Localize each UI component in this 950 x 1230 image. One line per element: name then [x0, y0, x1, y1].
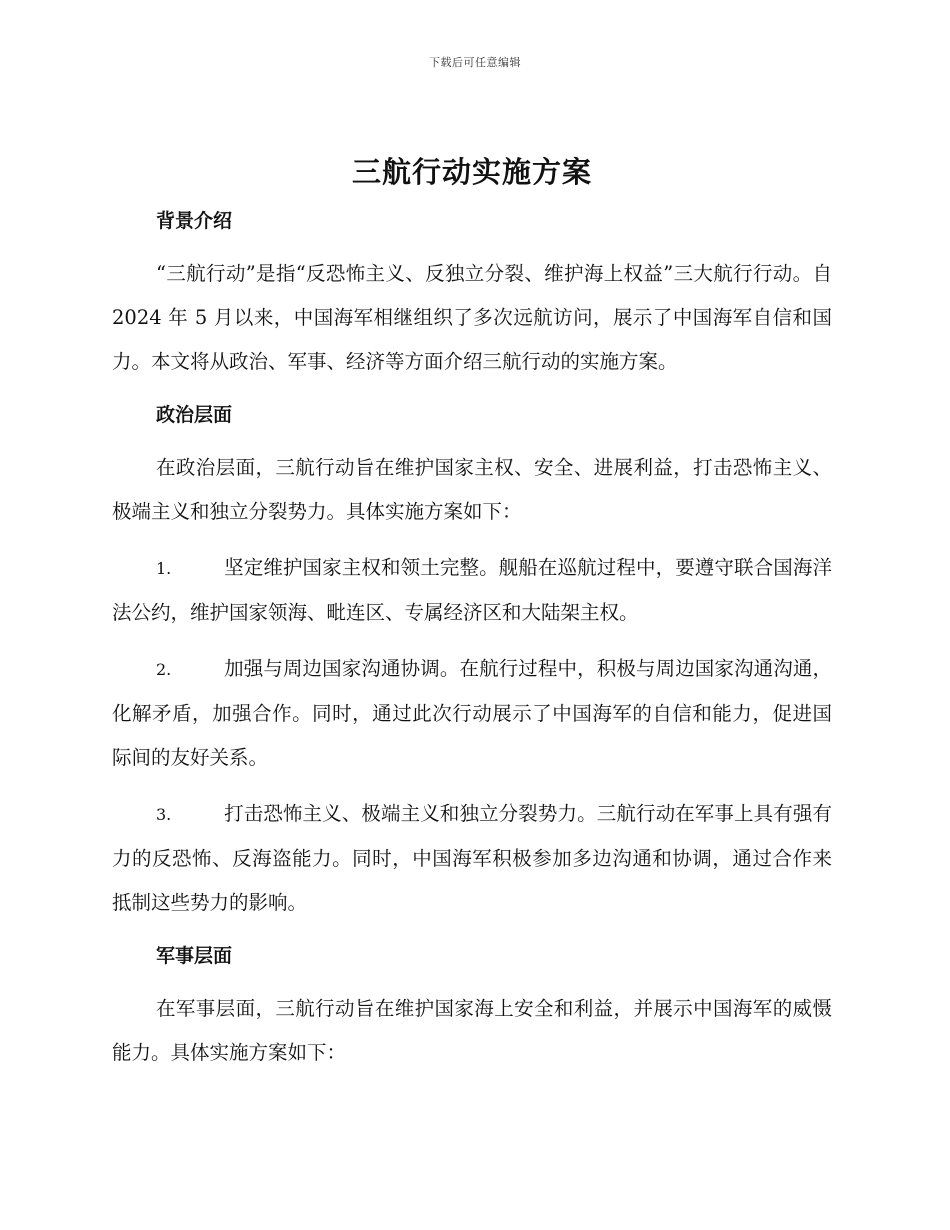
header-note: 下载后可任意编辑	[429, 56, 521, 69]
list-number: 3.	[156, 805, 172, 824]
section-heading: 军事层面	[156, 945, 233, 967]
section-heading: 政治层面	[156, 404, 233, 426]
section-heading: 背景介绍	[156, 210, 233, 232]
paragraph: “三航行动”是指“反恐怖主义、反独立分裂、维护海上权益”三大航行行动。自 2024 年 5 月以来，中国海军相继组织了多次远航访问，展示了中国海军自信和国力。本文将从政治、军事、经济等方面介绍三航行动的实施方案。	[112, 262, 832, 373]
list-item	[112, 647, 832, 780]
section-military	[112, 943, 832, 1075]
list-number: 1.	[156, 559, 172, 578]
section-background	[112, 208, 832, 384]
list-number: 2.	[156, 660, 172, 679]
document-body	[112, 150, 832, 1087]
paragraph: 在军事层面，三航行动旨在维护国家海上安全和利益，并展示中国海军的威慑能力。具体实施方案如下：	[112, 997, 832, 1064]
list-text: 坚定维护国家主权和领土完整。舰船在巡航过程中，要遵守联合国海洋法公约，维护国家领海、毗连区、专属经济区和大陆架主权。	[112, 556, 832, 624]
list-item	[112, 792, 832, 925]
list-text: 加强与周边国家沟通协调。在航行过程中，积极与周边国家沟通沟通，化解矛盾，加强合作。同时，通过此次行动展示了中国海军的自信和能力，促进国际间的友好关系。	[112, 657, 832, 769]
list-item	[112, 546, 832, 635]
paragraph: 在政治层面，三航行动旨在维护国家主权、安全、进展利益，打击恐怖主义、极端主义和独立分裂势力。具体实施方案如下：	[112, 456, 832, 523]
list-text: 打击恐怖主义、极端主义和独立分裂势力。三航行动在军事上具有强有力的反恐怖、反海盗能力。同时，中国海军积极参加多边沟通和协调，通过合作来抵制这些势力的影响。	[112, 802, 832, 914]
section-political	[112, 402, 832, 925]
document-title: 三航行动实施方案	[351, 155, 592, 189]
